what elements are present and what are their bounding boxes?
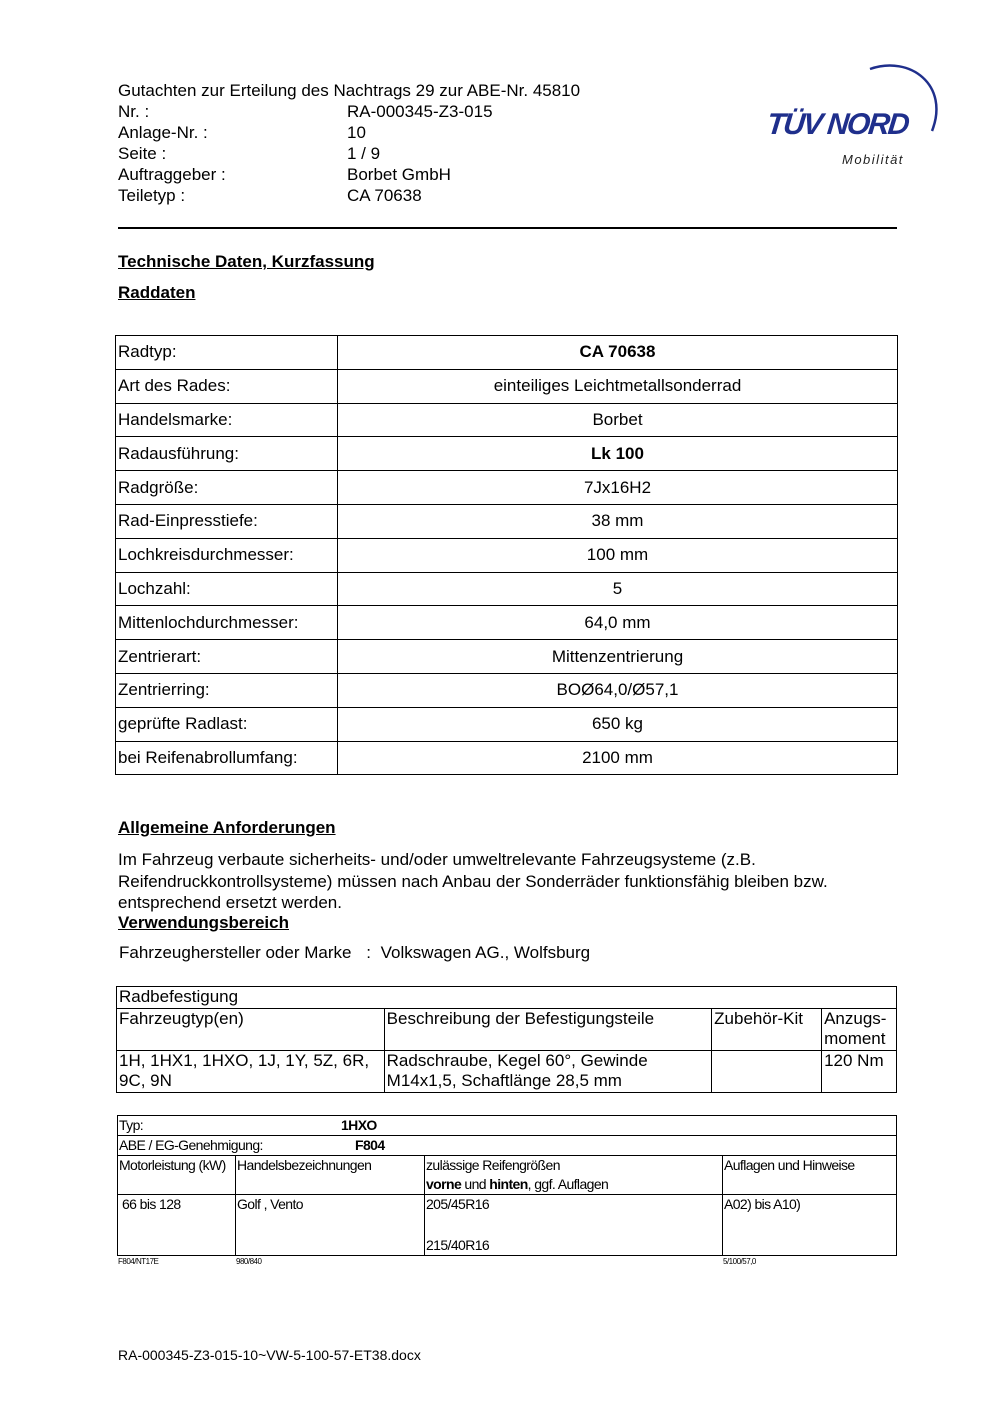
row-value: Lk 100 bbox=[338, 437, 898, 471]
row-label: Radausführung: bbox=[116, 437, 338, 471]
table-row bbox=[116, 403, 898, 437]
tuev-nord-logo bbox=[760, 55, 945, 175]
manufacturer-value: Volkswagen AG., Wolfsburg bbox=[380, 943, 591, 962]
header-divider bbox=[118, 227, 897, 229]
table-row bbox=[116, 606, 898, 640]
header-label: Seite : bbox=[118, 144, 167, 163]
manufacturer-separator: : bbox=[366, 943, 371, 962]
wheel-data-table bbox=[115, 335, 898, 775]
fixing-title: Radbefestigung bbox=[117, 987, 897, 1009]
table-row bbox=[116, 640, 898, 674]
table-row bbox=[116, 538, 898, 572]
header-value: Borbet GmbH bbox=[347, 165, 451, 184]
row-value: Borbet bbox=[338, 403, 898, 437]
abe-value: F804 bbox=[355, 1137, 385, 1153]
column-header: Beschreibung der Befestigungsteile bbox=[384, 1008, 712, 1050]
header-row-nr bbox=[118, 101, 580, 122]
document-header bbox=[118, 80, 580, 206]
header-row-teiletyp bbox=[118, 185, 580, 206]
section-verwendungsbereich: Verwendungsbereich bbox=[118, 913, 289, 932]
row-value: 7Jx16H2 bbox=[338, 471, 898, 505]
abe-label: ABE / EG-Genehmigung: bbox=[119, 1137, 263, 1153]
fixing-description: Radschraube, Kegel 60°, Gewinde M14x1,5, Schaftlänge 28,5 mm bbox=[384, 1050, 712, 1092]
header-label: Auftraggeber : bbox=[118, 165, 226, 184]
typ-cell bbox=[118, 1116, 897, 1136]
row-label: Art des Rades: bbox=[116, 369, 338, 403]
tire-size-1: 205/45R16 bbox=[426, 1196, 490, 1212]
table-row bbox=[116, 369, 898, 403]
column-header-tires-line1: zulässige Reifengrößen bbox=[426, 1157, 560, 1173]
table-row bbox=[118, 1116, 897, 1136]
code-label: 5/100/57,0 bbox=[723, 1257, 756, 1266]
row-value: 650 kg bbox=[338, 707, 898, 741]
table-row bbox=[116, 707, 898, 741]
header-title: Gutachten zur Erteilung des Nachtrags 29 zur ABE-Nr. 45810 bbox=[118, 81, 581, 100]
wheel-fixing-table bbox=[116, 986, 897, 1093]
table-row bbox=[116, 741, 898, 775]
header-label: Teiletyp : bbox=[118, 186, 186, 205]
header-row-auftraggeber bbox=[118, 164, 580, 185]
motor-power: 66 bis 128 bbox=[118, 1195, 236, 1256]
header-row-anlage bbox=[118, 122, 580, 143]
typ-value: 1HXO bbox=[341, 1117, 377, 1133]
tires-and-label: und bbox=[461, 1176, 490, 1192]
column-header: Auflagen und Hinweise bbox=[723, 1156, 897, 1195]
table-row bbox=[117, 987, 897, 1009]
table-row bbox=[116, 471, 898, 505]
footer-filename: RA-000345-Z3-015-10~VW-5-100-57-ET38.docx bbox=[118, 1347, 421, 1363]
header-label: Nr. : bbox=[118, 102, 150, 121]
row-value: CA 70638 bbox=[338, 336, 898, 370]
column-header: Zubehör-Kit bbox=[712, 1008, 822, 1050]
table-row bbox=[116, 572, 898, 606]
torque: 120 Nm bbox=[822, 1050, 897, 1092]
header-label: Anlage-Nr. : bbox=[118, 123, 208, 142]
table-header-row bbox=[118, 1156, 897, 1195]
header-value: RA-000345-Z3-015 bbox=[347, 102, 493, 121]
section-technische-daten: Technische Daten, Kurzfassung bbox=[118, 252, 375, 271]
row-value: 64,0 mm bbox=[338, 606, 898, 640]
vehicle-types: 1H, 1HX1, 1HXO, 1J, 1Y, 5Z, 6R, 9C, 9N bbox=[117, 1050, 385, 1092]
row-label: Radtyp: bbox=[116, 336, 338, 370]
tire-sizes bbox=[425, 1195, 723, 1256]
row-label: bei Reifenabrollumfang: bbox=[116, 741, 338, 775]
row-label: Lochzahl: bbox=[116, 572, 338, 606]
manufacturer-line bbox=[119, 943, 590, 963]
manufacturer-label: Fahrzeughersteller oder Marke bbox=[119, 943, 352, 962]
code-label: F804/NT17E bbox=[118, 1257, 159, 1266]
typ-label: Typ: bbox=[119, 1117, 144, 1133]
table-row bbox=[116, 504, 898, 538]
logo-brand: TÜV NORD bbox=[765, 108, 910, 141]
row-label: Zentrierring: bbox=[116, 673, 338, 707]
row-value: BOØ64,0/Ø57,1 bbox=[338, 673, 898, 707]
row-value: 2100 mm bbox=[338, 741, 898, 775]
column-header: Fahrzeugtyp(en) bbox=[117, 1008, 385, 1050]
column-header: Motorleistung (kW) bbox=[118, 1156, 236, 1195]
trade-names: Golf , Vento bbox=[236, 1195, 425, 1256]
header-value: CA 70638 bbox=[347, 186, 422, 205]
header-row-seite bbox=[118, 143, 580, 164]
allgemeine-text: Im Fahrzeug verbaute sicherheits- und/oder umweltrelevante Fahrzeugsysteme (z.B. Reifendruckkontrollsysteme) müssen nach Anbau der Sonderräder funktionsfähig bleiben bzw. entsprechend ersetzt werden. bbox=[118, 850, 828, 912]
table-row bbox=[116, 336, 898, 370]
section-raddaten: Raddaten bbox=[118, 283, 196, 302]
row-value: 100 mm bbox=[338, 538, 898, 572]
row-label: geprüfte Radlast: bbox=[116, 707, 338, 741]
row-label: Radgröße: bbox=[116, 471, 338, 505]
abe-cell bbox=[118, 1136, 897, 1156]
column-header: Handelsbezeichnungen bbox=[236, 1156, 425, 1195]
tires-front-label: vorne bbox=[426, 1176, 462, 1192]
section-allgemeine-anforderungen: Allgemeine Anforderungen bbox=[118, 818, 336, 837]
table-row bbox=[118, 1195, 897, 1256]
code-label: 980/840 bbox=[236, 1257, 262, 1266]
table-row bbox=[116, 437, 898, 471]
header-value: 1 / 9 bbox=[347, 144, 381, 163]
row-value: einteiliges Leichtmetallsonderrad bbox=[338, 369, 898, 403]
conditions: A02) bis A10) bbox=[723, 1195, 897, 1256]
table-row bbox=[118, 1136, 897, 1156]
row-label: Handelsmarke: bbox=[116, 403, 338, 437]
header-value: 10 bbox=[347, 123, 366, 142]
table-row bbox=[116, 673, 898, 707]
column-header-tires bbox=[425, 1156, 723, 1195]
table-row bbox=[117, 1050, 897, 1092]
row-label: Lochkreisdurchmesser: bbox=[116, 538, 338, 572]
row-label: Zentrierart: bbox=[116, 640, 338, 674]
row-label: Rad-Einpresstiefe: bbox=[116, 504, 338, 538]
row-value: 5 bbox=[338, 572, 898, 606]
row-value: 38 mm bbox=[338, 504, 898, 538]
logo-subtitle: Mobilität bbox=[842, 152, 904, 167]
tires-note-label: , ggf. Auflagen bbox=[527, 1176, 609, 1192]
vehicle-type-table bbox=[117, 1115, 897, 1256]
row-label: Mittenlochdurchmesser: bbox=[116, 606, 338, 640]
accessory-kit bbox=[712, 1050, 822, 1092]
row-value: Mittenzentrierung bbox=[338, 640, 898, 674]
tire-size-2: 215/40R16 bbox=[426, 1237, 490, 1253]
tires-rear-label: hinten bbox=[489, 1176, 528, 1192]
table-header-row bbox=[117, 1008, 897, 1050]
column-header: Anzugs-moment bbox=[822, 1008, 897, 1050]
